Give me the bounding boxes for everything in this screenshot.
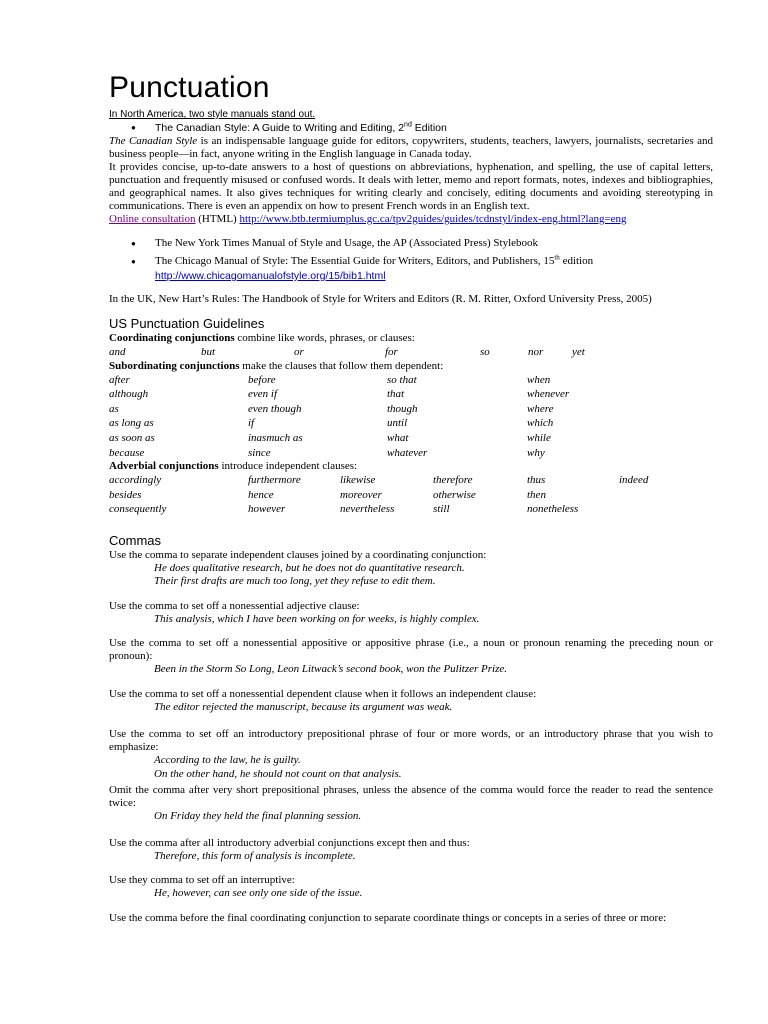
example-sentence: Been in the Storm So Long, Leon Litwack’s second book, won the Pulitzer Prize. xyxy=(154,663,507,676)
rule-text: Use they comma to set off an interruptive: xyxy=(109,874,295,887)
adverbial-table xyxy=(109,473,713,517)
conjunction-word: or xyxy=(294,346,304,358)
example-sentence: He does qualitative research, but he does not do quantitative research. xyxy=(154,561,465,574)
example-sentence: According to the law, he is guilty. xyxy=(154,754,301,767)
coordinating-words xyxy=(109,345,713,360)
online-consultation-link[interactable]: Online consultation xyxy=(109,213,196,225)
canadian-style-description: The Canadian Style is an indispensable language guide for editors, copywriters, students, teachers, lawyers, journalists, secretaries and business people—in fact, anyone writing in the English language in Canada today. xyxy=(109,135,713,160)
table-row: accordingly furthermore likewise therefore thus indeed xyxy=(109,474,649,487)
example-sentence: On the other hand, he should not count on that analysis. xyxy=(154,767,402,780)
us-guidelines-heading: US Punctuation Guidelines xyxy=(109,316,265,331)
rule-block xyxy=(109,549,713,589)
page-title: Punctuation xyxy=(109,71,270,104)
conjunction-word: yet xyxy=(572,346,585,358)
conjunction-word: but xyxy=(201,346,216,358)
rule-text: Use the comma after all introductory adverbial conjunctions except then and thus: xyxy=(109,836,470,849)
example-sentence: This analysis, which I have been working on for weeks, is highly complex. xyxy=(154,612,480,625)
example-sentence: The editor rejected the manuscript, because its argument was weak. xyxy=(154,700,453,713)
list-item: ● The Canadian Style: A Guide to Writing and Editing, 2nd Edition xyxy=(109,121,713,135)
rule-block xyxy=(109,600,713,627)
rule-block xyxy=(109,837,713,864)
style-manual-list-2 xyxy=(109,236,713,284)
style-manual-list xyxy=(109,121,713,135)
commas-heading: Commas xyxy=(109,532,162,548)
chicago-url-link[interactable]: http://www.chicagomanualofstyle.org/15/bib1.html xyxy=(155,270,386,282)
example-sentence: Their first drafts are much too long, yet they refuse to edit them. xyxy=(154,575,436,588)
canadian-style-details: It provides concise, up-to-date answers to a host of questions on abbreviations, hyphenation, and spelling, the use of capital letters, punctuation and frequently misused or confused words. It deals with letter, memo and report formats, notes, indexes and bibliographies, and geographical names. It also gives techniques for writing clearly and concisely, editing documents and avoiding stereotyping in communications. There is even an appendix on how to present French words in an English text. xyxy=(109,161,713,212)
adverbial-intro: Adverbial conjunctions introduce independent clauses: xyxy=(109,460,358,473)
intro-text: In North America, two style manuals stand out. xyxy=(109,109,316,120)
rule-text: Use the comma before the final coordinating conjunction to separate coordinate things or concepts in a series of three or more: xyxy=(109,911,667,924)
document-page xyxy=(109,70,713,925)
coordinating-intro: Coordinating conjunctions combine like words, phrases, or clauses: xyxy=(109,332,415,344)
rule-text: Use the comma to set off a nonessential dependent clause when it follows an independent clause: xyxy=(109,687,537,700)
table-row: because since whatever why xyxy=(109,446,545,459)
table-row: as even though though where xyxy=(109,402,554,415)
rule-block xyxy=(109,874,713,901)
rule-block xyxy=(109,912,713,925)
comma-rules xyxy=(109,549,713,925)
conjunction-word: for xyxy=(385,346,398,358)
list-item: ● The Chicago Manual of Style: The Essential Guide for Writers, Editors, and Publishers, 15th edition http://www.chicagomanualofstyle.org/15/bib1.html xyxy=(109,254,713,284)
subordinating-intro: Subordinating conjunctions make the clauses that follow them dependent: xyxy=(109,359,444,372)
table-row: although even if that whenever xyxy=(109,388,570,401)
example-sentence: He, however, can see only one side of the issue. xyxy=(154,887,363,900)
rule-text: Omit the comma after very short prepositional phrases, unless the absence of the comma would force the reader to read the sentence twice: xyxy=(109,784,713,810)
subordinating-table xyxy=(109,373,713,461)
rule-block xyxy=(109,688,713,715)
online-consultation-line: Online consultation (HTML) http://www.btb.termiumplus.gc.ca/tpv2guides/guides/tcdnstyl/index-eng.html?lang=eng xyxy=(109,213,627,225)
list-item: ● The New York Times Manual of Style and Usage, the AP (Associated Press) Stylebook xyxy=(109,236,713,251)
example-sentence: Therefore, this form of analysis is incomplete. xyxy=(154,849,356,862)
uk-line: In the UK, New Hart’s Rules: The Handbook of Style for Writers and Editors (R. M. Ritter, Oxford University Press, 2005) xyxy=(109,293,652,305)
rule-block xyxy=(109,784,713,824)
rule-block xyxy=(109,637,713,677)
table-row: as soon as inasmuch as what while xyxy=(109,431,551,444)
table-row: besides hence moreover otherwise then xyxy=(109,488,546,501)
conjunction-word: and xyxy=(109,346,126,358)
table-row: consequently however nevertheless still nonetheless xyxy=(109,503,579,516)
rule-text: Use the comma to set off a nonessential appositive or appositive phrase (i.e., a noun or pronoun renaming the preceding noun or pronoun): xyxy=(109,637,713,663)
example-sentence: On Friday they held the final planning session. xyxy=(154,810,362,823)
rule-text: Use the comma to separate independent clauses joined by a coordinating conjunction: xyxy=(109,548,487,561)
rule-text: Use the comma to set off a nonessential adjective clause: xyxy=(109,599,360,612)
rule-text: Use the comma to set off an introductory prepositional phrase of four or more words, or an introductory phrase that you wish to emphasize: xyxy=(109,728,713,754)
conjunction-word: nor xyxy=(528,346,544,358)
rule-block xyxy=(109,728,713,781)
table-row: as long as if until which xyxy=(109,417,554,430)
termium-url-link[interactable]: http://www.btb.termiumplus.gc.ca/tpv2guides/guides/tcdnstyl/index-eng.html?lang=eng xyxy=(239,213,627,225)
table-row: after before so that when xyxy=(109,373,551,386)
conjunction-word: so xyxy=(480,346,490,358)
